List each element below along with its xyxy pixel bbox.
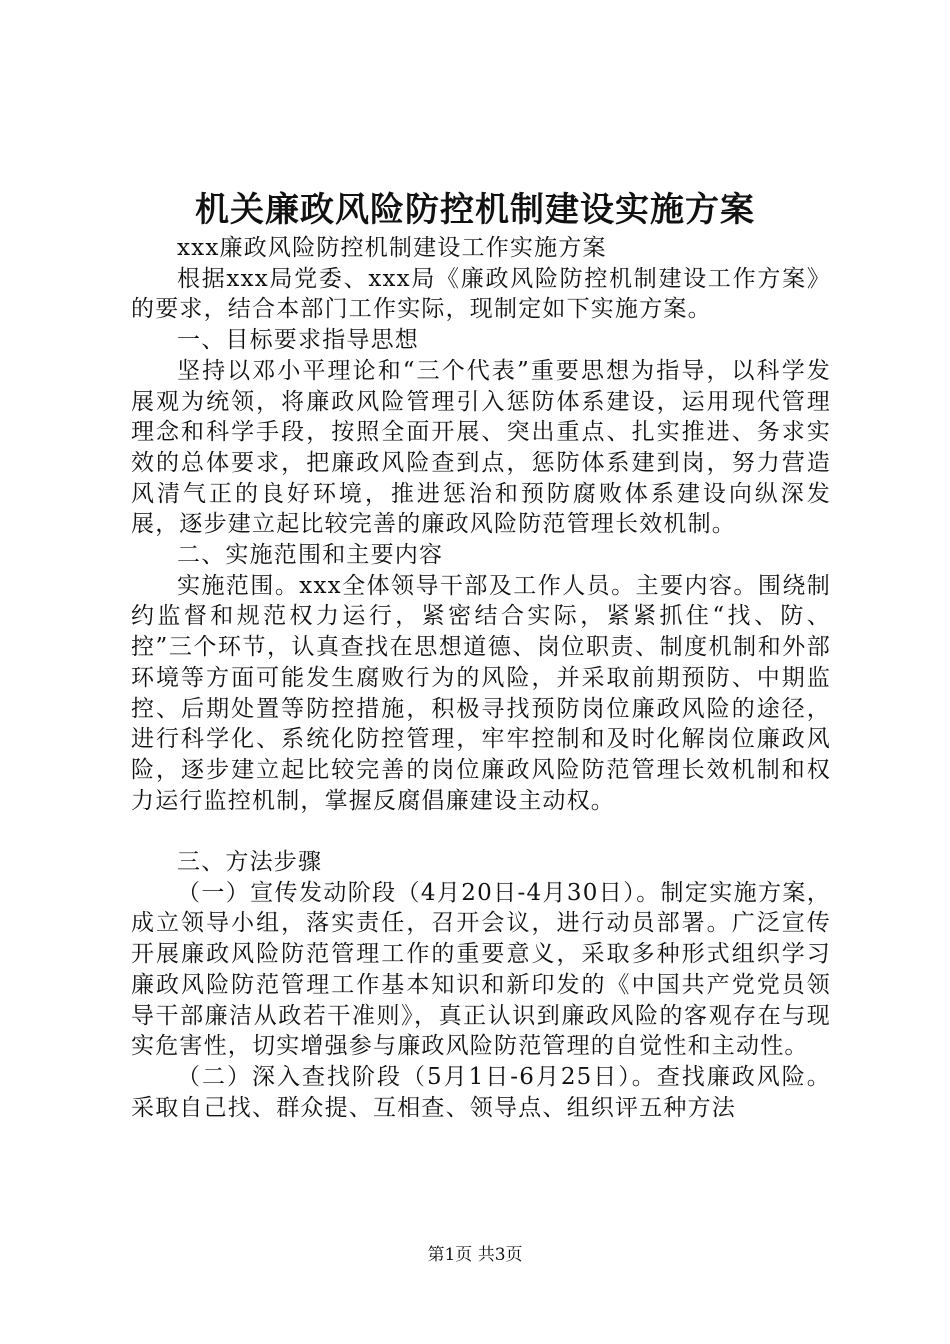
section-heading-3: 三、方法步骤 bbox=[177, 849, 323, 876]
document-body bbox=[131, 233, 831, 1123]
step-1-paragraph: （一）宣传发动阶段（4月20日-4月30日）。制定实施方案，成立领导小组，落实责任，召开会议，进行动员部署。广泛宣传开展廉政风险防范管理工作的重要意义，采取多种形式组织学习廉政风险防范管理工作基本知识和新印发的《中国共产党党员领导干部廉洁从政若干准则》，真正认识到廉政风险的客观存在与现实危害性，切实增强参与廉政风险防范管理的自觉性和主动性。 bbox=[131, 879, 831, 1060]
intro-paragraph: 根据xxx局党委、xxx局《廉政风险防控机制建设工作方案》的要求，结合本部门工作实际，现制定如下实施方案。 bbox=[131, 265, 831, 323]
step-2-paragraph: （二）深入查找阶段（5月1日-6月25日）。查找廉政风险。采取自己找、群众提、互相查、领导点、组织评五种方法 bbox=[131, 1063, 831, 1121]
section-heading-1: 一、目标要求指导思想 bbox=[177, 327, 419, 354]
page-number-footer: 第1页 共3页 bbox=[427, 1245, 523, 1265]
section-2-paragraph: 实施范围。xxx全体领导干部及工作人员。主要内容。围绕制约监督和规范权力运行，紧密结合实际，紧紧抓住“找、防、控”三个环节，认真查找在思想道德、岗位职责、制度机制和外部环境等方面可能发生腐败行为的风险，并采取前期预防、中期监控、后期处置等防控措施，积极寻找预防岗位廉政风险的途径，进行科学化、系统化防控管理，牢牢控制和及时化解岗位廉政风险，逐步建立起比较完善的岗位廉政风险防范管理长效机制和权力运行监控机制，掌握反腐倡廉建设主动权。 bbox=[131, 572, 831, 814]
subtitle-paragraph: xxx廉政风险防控机制建设工作实施方案 bbox=[177, 235, 607, 261]
section-heading-2: 二、实施范围和主要内容 bbox=[177, 542, 444, 569]
section-1-paragraph: 坚持以邓小平理论和“三个代表”重要思想为指导，以科学发展观为统领，将廉政风险管理引入惩防体系建设，运用现代管理理念和科学手段，按照全面开展、突出重点、扎实推进、务求实效的总体要求，把廉政风险查到点，惩防体系建到岗，努力营造风清气正的良好环境，推进惩治和预防腐败体系建设向纵深发展，逐步建立起比较完善的廉政风险防范管理长效机制。 bbox=[131, 357, 831, 538]
document-title: 机关廉政风险防控机制建设实施方案 bbox=[195, 190, 755, 230]
